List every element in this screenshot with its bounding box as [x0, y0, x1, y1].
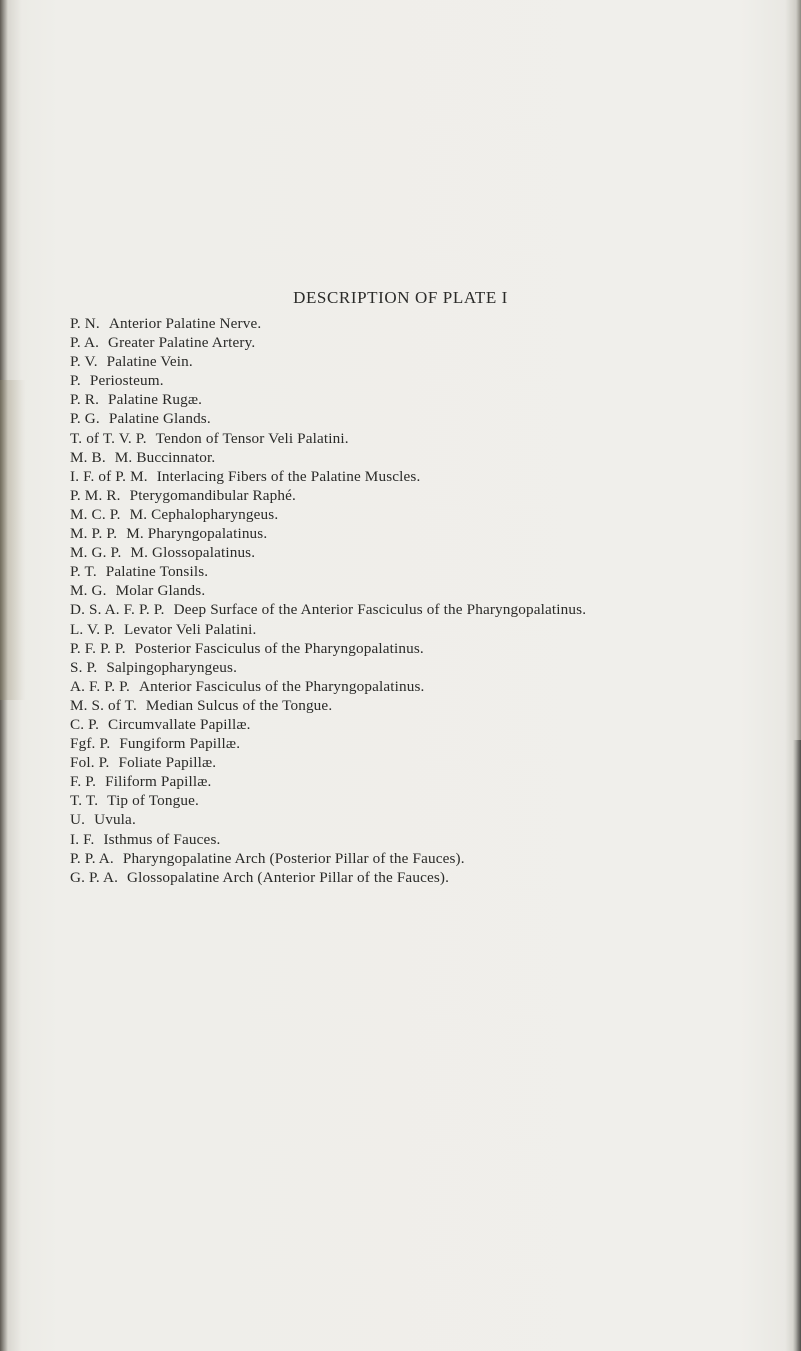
legend-abbreviation: P. R. [70, 391, 100, 409]
legend-item [70, 600, 795, 619]
legend-abbreviation: P. F. P. P. [70, 639, 126, 657]
legend-description: Greater Palatine Artery. [108, 334, 256, 352]
legend-description: Foliate Papillæ. [118, 754, 217, 772]
legend-description: Posterior Fasciculus of the Pharyngopalatinus. [134, 639, 424, 657]
legend-description: M. Cephalopharyngeus. [129, 505, 279, 523]
legend-abbreviation: M. G. P. [70, 544, 122, 562]
legend-item [70, 581, 795, 600]
legend-description: Palatine Rugæ. [108, 391, 203, 409]
legend-item [70, 390, 795, 409]
legend-description: Filiform Papillæ. [105, 773, 212, 791]
legend-description: Median Sulcus of the Tongue. [145, 696, 333, 714]
legend-description: Levator Veli Palatini. [123, 620, 257, 638]
legend-abbreviation: Fol. P. [70, 754, 110, 772]
legend-description: Molar Glands. [115, 582, 206, 600]
legend-description: Anterior Fasciculus of the Pharyngopalatinus. [138, 677, 425, 695]
legend-item [70, 352, 795, 371]
legend-description: Periosteum. [89, 372, 164, 390]
legend-item [70, 429, 795, 448]
legend-abbreviation: L. V. P. [70, 620, 115, 638]
legend-abbreviation: D. S. A. F. P. P. [70, 601, 165, 619]
legend-abbreviation: F. P. [70, 773, 97, 791]
legend-description: M. Pharyngopalatinus. [126, 525, 268, 543]
legend-abbreviation: A. F. P. P. [70, 677, 130, 695]
legend-abbreviation: S. P. [70, 658, 98, 676]
legend-item [70, 868, 795, 887]
legend-item [70, 505, 795, 524]
legend-abbreviation: I. F. [70, 830, 95, 848]
legend-item [70, 753, 795, 772]
legend-item [70, 772, 795, 791]
legend-abbreviation: P. G. [70, 410, 100, 428]
legend-abbreviation: M. B. [70, 448, 106, 466]
legend-item [70, 639, 795, 658]
legend-description: Palatine Vein. [106, 353, 193, 371]
legend-description: Deep Surface of the Anterior Fasciculus of the Pharyngopalatinus. [173, 601, 587, 619]
legend-item [70, 543, 795, 562]
legend-item [70, 524, 795, 543]
legend-description: Anterior Palatine Nerve. [108, 315, 262, 332]
legend-description: Palatine Glands. [108, 410, 211, 428]
page-title: DESCRIPTION OF PLATE I [293, 288, 508, 307]
legend-item [70, 562, 795, 581]
legend-abbreviation: I. F. of P. M. [70, 467, 148, 485]
legend-item [70, 715, 795, 734]
legend-abbreviation: M. P. P. [70, 525, 118, 543]
legend-item [70, 409, 795, 428]
legend-description: Isthmus of Fauces. [103, 830, 221, 848]
legend-description: Glossopalatine Arch (Anterior Pillar of the Fauces). [127, 868, 450, 886]
legend-abbreviation: P. P. A. [70, 849, 114, 867]
legend-abbreviation: U. [70, 811, 86, 829]
legend-item [70, 658, 795, 677]
legend-abbreviation: Fgf. P. [70, 735, 111, 753]
legend-abbreviation: P. A. [70, 334, 100, 352]
legend-item [70, 486, 795, 505]
legend-abbreviation: P. T. [70, 563, 97, 581]
legend-description: Tip of Tongue. [107, 792, 199, 810]
legend-item [70, 830, 795, 849]
legend-description: Salpingopharyngeus. [106, 658, 238, 676]
legend-list [70, 314, 795, 887]
legend-item [70, 467, 795, 486]
legend-abbreviation: G. P. A. [70, 868, 119, 886]
legend-item [70, 333, 795, 352]
legend-item [70, 810, 795, 829]
legend-description: M. Buccinnator. [114, 448, 216, 466]
legend-item [70, 371, 795, 390]
legend-description: M. Glossopalatinus. [130, 544, 256, 562]
legend-description: Pterygomandibular Raphé. [129, 486, 296, 504]
legend-item [70, 791, 795, 810]
legend-description: Uvula. [94, 811, 136, 829]
legend-item [70, 849, 795, 868]
legend-description: Palatine Tonsils. [105, 563, 209, 581]
legend-abbreviation: T. T. [70, 792, 99, 810]
legend-item [70, 677, 795, 696]
legend-abbreviation: P. M. R. [70, 486, 121, 504]
legend-abbreviation: P. V. [70, 353, 98, 371]
legend-abbreviation: T. of T. V. P. [70, 429, 147, 447]
legend-abbreviation: P. N. [70, 315, 100, 332]
legend-abbreviation: M. G. [70, 582, 107, 600]
page-edge-shadow [0, 380, 26, 700]
legend-item [70, 448, 795, 467]
legend-description: Pharyngopalatine Arch (Posterior Pillar of the Fauces). [122, 849, 465, 867]
legend-description: Interlacing Fibers of the Palatine Muscles. [156, 467, 421, 485]
legend-item [70, 696, 795, 715]
legend-abbreviation: M. C. P. [70, 505, 121, 523]
legend-abbreviation: C. P. [70, 715, 100, 733]
legend-abbreviation: M. S. of T. [70, 696, 137, 714]
legend-abbreviation: P. [70, 372, 81, 390]
legend-description: Tendon of Tensor Veli Palatini. [155, 429, 349, 447]
legend-description: Fungiform Papillæ. [119, 735, 241, 753]
legend-item [70, 314, 795, 333]
legend-description: Circumvallate Papillæ. [108, 715, 251, 733]
legend-item [70, 620, 795, 639]
legend-item [70, 734, 795, 753]
